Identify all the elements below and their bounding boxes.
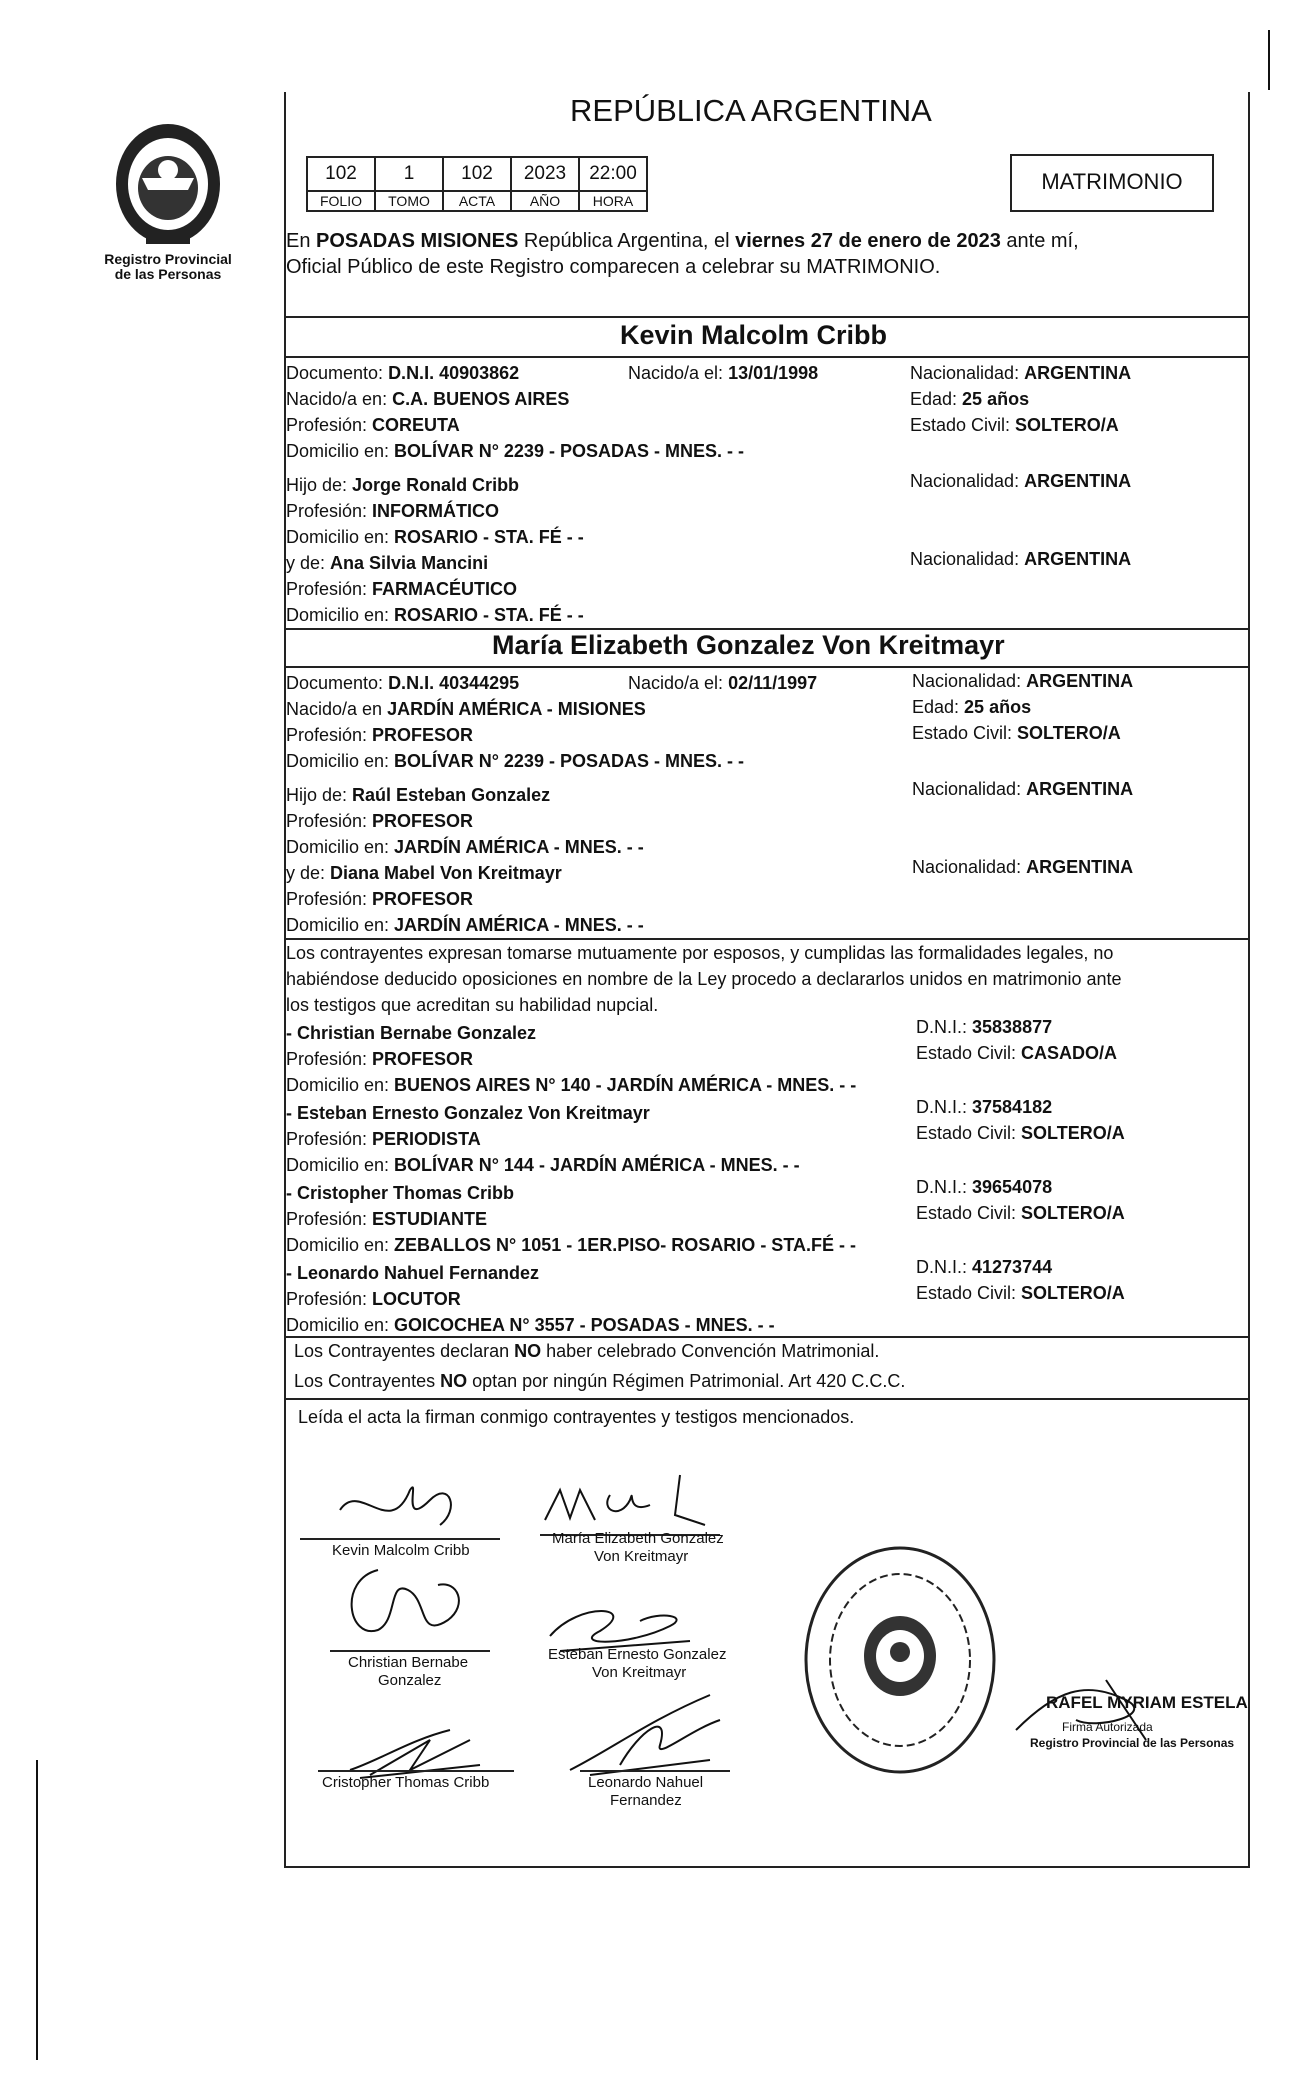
official-org: Registro Provincial de las Personas (1030, 1736, 1235, 1750)
spouse1-father-nationality: Nacionalidad: ARGENTINA (910, 471, 1132, 491)
official-name: RAFEL MYRIAM ESTELA (1046, 1693, 1248, 1712)
witness-1-profession: Profesión: PROFESOR (286, 1049, 474, 1069)
declaration-line-2: habiéndose deducido oposiciones en nombre de la Ley procedo a declararlos unidos en matrimonio ante (286, 969, 1122, 989)
spouse2-father-address: Domicilio en: JARDÍN AMÉRICA - MNES. - - (286, 837, 644, 857)
signature-label-kevin: Kevin Malcolm Cribb (332, 1542, 470, 1559)
page-title: REPÚBLICA ARGENTINA (570, 93, 932, 128)
scan-edge-mark-left (36, 1760, 38, 2060)
witness-2-civil-status: Estado Civil: SOLTERO/A (916, 1123, 1125, 1143)
tomo-value: 1 (375, 157, 443, 191)
closing-text: Leída el acta la firman conmigo contrayentes y testigos mencionados. (298, 1407, 855, 1427)
spouse2-mother: y de: Diana Mabel Von Kreitmayr (286, 863, 562, 883)
scan-edge-mark (1268, 30, 1270, 90)
spouse1-birthdate: Nacido/a el: 13/01/1998 (628, 363, 819, 383)
provincial-logo (108, 118, 228, 254)
misiones-shield-icon (108, 118, 228, 254)
intro-line-2: Oficial Público de este Registro comparecen a celebrar su MATRIMONIO. (286, 256, 941, 278)
document-type-box: MATRIMONIO (1010, 154, 1214, 212)
folio-value: 102 (307, 157, 375, 191)
spouse1-age: Edad: 25 años (910, 389, 1030, 409)
spouse1-name: Kevin Malcolm Cribb (620, 320, 888, 350)
spouse1-mother-profession: Profesión: FARMACÉUTICO (286, 579, 518, 599)
spouse2-profession: Profesión: PROFESOR (286, 725, 474, 745)
signature-label-maria-1: María Elizabeth Gonzalez (552, 1530, 724, 1547)
convention-line-2: Los Contrayentes NO optan por ningún Régimen Patrimonial. Art 420 C.C.C. (294, 1371, 906, 1391)
spouse1-address: Domicilio en: BOLÍVAR N° 2239 - POSADAS - MNES. - - (286, 441, 744, 461)
spouse2-mother-nationality: Nacionalidad: ARGENTINA (912, 857, 1134, 877)
witness-4-dni: D.N.I.: 41273744 (916, 1257, 1053, 1277)
spouse2-father-profession: Profesión: PROFESOR (286, 811, 474, 831)
spouse1-father-address: Domicilio en: ROSARIO - STA. FÉ - - (286, 527, 584, 547)
witness-1-name: - Christian Bernabe Gonzalez (286, 1023, 537, 1043)
spouse1-mother-address: Domicilio en: ROSARIO - STA. FÉ - - (286, 605, 584, 625)
signature-label-esteban-1: Esteban Ernesto Gonzalez (548, 1646, 727, 1663)
witness-1-address: Domicilio en: BUENOS AIRES N° 140 - JARDÍN AMÉRICA - MNES. - - (286, 1075, 857, 1095)
witness-4-address: Domicilio en: GOICOCHEA N° 3557 - POSADAS - MNES. - - (286, 1315, 775, 1335)
spouse1-mother-nationality: Nacionalidad: ARGENTINA (910, 549, 1132, 569)
witness-3-dni: D.N.I.: 39654078 (916, 1177, 1053, 1197)
acta-value: 102 (443, 157, 511, 191)
declaration-line-1: Los contrayentes expresan tomarse mutuamente por esposos, y cumplidas las formalidades legales, no (286, 943, 1114, 963)
logo-caption: Registro Provincial de las Personas (104, 251, 232, 282)
spouse1-father-profession: Profesión: INFORMÁTICO (286, 501, 500, 521)
record-fields (306, 156, 648, 212)
convention-line-1: Los Contrayentes declaran NO haber celebrado Convención Matrimonial. (294, 1341, 880, 1361)
witness-3-name: - Cristopher Thomas Cribb (286, 1183, 515, 1203)
spouse1-nationality: Nacionalidad: ARGENTINA (910, 363, 1132, 383)
spouse1-document: Documento: D.N.I. 40903862 (286, 363, 520, 383)
witness-2-profession: Profesión: PERIODISTA (286, 1129, 481, 1149)
signature-label-maria-2: Von Kreitmayr (594, 1548, 689, 1565)
registry-seal-icon (800, 1540, 1000, 1780)
signature-label-christian-1: Christian Bernabe (348, 1654, 469, 1671)
witness-1-dni: D.N.I.: 35838877 (916, 1017, 1053, 1037)
intro-line-1: En POSADAS MISIONES República Argentina, el viernes 27 de enero de 2023 ante mí, (286, 230, 1079, 252)
spouse2-document: Documento: D.N.I. 40344295 (286, 673, 520, 693)
ano-label: AÑO (511, 191, 579, 211)
acta-label: ACTA (443, 191, 511, 211)
tomo-label: TOMO (375, 191, 443, 211)
spouse1-birthplace: Nacido/a en: C.A. BUENOS AIRES (286, 389, 570, 409)
witness-2-address: Domicilio en: BOLÍVAR N° 144 - JARDÍN AMÉRICA - MNES. - - (286, 1155, 800, 1175)
witness-4-civil-status: Estado Civil: SOLTERO/A (916, 1283, 1125, 1303)
ano-value: 2023 (511, 157, 579, 191)
witness-1-civil-status: Estado Civil: CASADO/A (916, 1043, 1118, 1063)
witness-3-address: Domicilio en: ZEBALLOS N° 1051 - 1ER.PISO- ROSARIO - STA.FÉ - - (286, 1235, 856, 1255)
signature-label-christian-2: Gonzalez (378, 1672, 442, 1689)
folio-label: FOLIO (307, 191, 375, 211)
spouse1-mother: y de: Ana Silvia Mancini (286, 553, 489, 573)
spouse2-mother-profession: Profesión: PROFESOR (286, 889, 474, 909)
witness-4-profession: Profesión: LOCUTOR (286, 1289, 461, 1309)
spouse1-profession: Profesión: COREUTA (286, 415, 460, 435)
spouse2-nationality: Nacionalidad: ARGENTINA (912, 671, 1134, 691)
spouse1-civil-status: Estado Civil: SOLTERO/A (910, 415, 1119, 435)
signature-label-leonardo-2: Fernandez (610, 1792, 682, 1809)
hora-value: 22:00 (579, 157, 647, 191)
declaration-line-3: los testigos que acreditan su habilidad nupcial. (286, 995, 659, 1015)
witness-4-name: - Leonardo Nahuel Fernandez (286, 1263, 540, 1283)
witness-3-civil-status: Estado Civil: SOLTERO/A (916, 1203, 1125, 1223)
signature-christian (338, 1560, 478, 1650)
spouse2-birthdate: Nacido/a el: 02/11/1997 (628, 673, 818, 693)
signature-leonardo (560, 1690, 730, 1780)
witness-2-dni: D.N.I.: 37584182 (916, 1097, 1053, 1117)
spouse2-name: María Elizabeth Gonzalez Von Kreitmayr (492, 630, 1005, 660)
spouse2-mother-address: Domicilio en: JARDÍN AMÉRICA - MNES. - - (286, 915, 644, 935)
witness-3-profession: Profesión: ESTUDIANTE (286, 1209, 488, 1229)
signature-label-cristopher: Cristopher Thomas Cribb (322, 1774, 490, 1791)
spouse2-father: Hijo de: Raúl Esteban Gonzalez (286, 785, 551, 805)
signature-kevin (330, 1470, 470, 1540)
spouse2-civil-status: Estado Civil: SOLTERO/A (912, 723, 1121, 743)
hora-label: HORA (579, 191, 647, 211)
spouse2-birthplace: Nacido/a en JARDÍN AMÉRICA - MISIONES (286, 699, 646, 719)
spouse2-age: Edad: 25 años (912, 697, 1032, 717)
witness-2-name: - Esteban Ernesto Gonzalez Von Kreitmayr (286, 1103, 650, 1123)
spouse2-address: Domicilio en: BOLÍVAR N° 2239 - POSADAS - MNES. - - (286, 751, 744, 771)
signature-label-esteban-2: Von Kreitmayr (592, 1664, 687, 1681)
official-role: Firma Autorizada (1062, 1720, 1153, 1734)
spouse1-father: Hijo de: Jorge Ronald Cribb (286, 475, 520, 495)
signature-label-leonardo-1: Leonardo Nahuel (588, 1774, 704, 1791)
spouse2-father-nationality: Nacionalidad: ARGENTINA (912, 779, 1134, 799)
